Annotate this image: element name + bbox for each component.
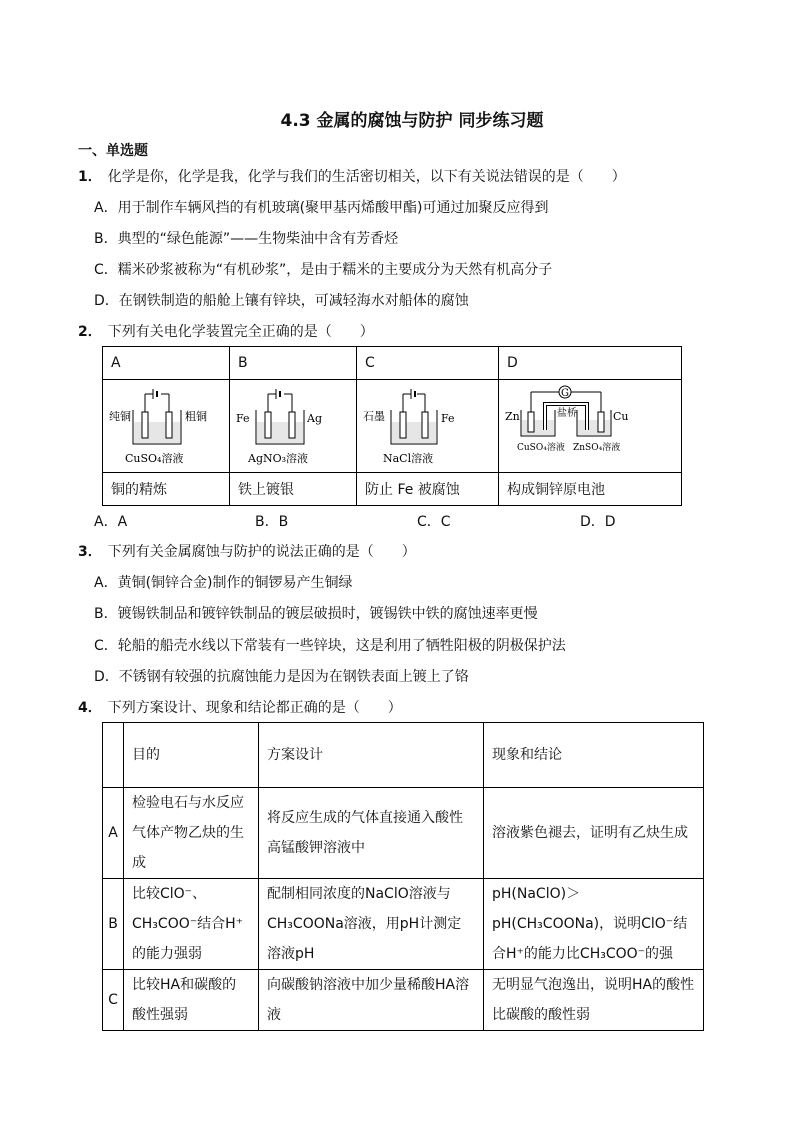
electrolysis-a-diagram	[107, 382, 217, 466]
header-purpose: 目的	[124, 723, 259, 788]
figure-d-cell	[499, 380, 682, 473]
galvanic-cell-d-diagram	[503, 382, 663, 466]
question-text: 下列有关电化学装置完全正确的是（ ）	[107, 324, 374, 340]
q1-option-d[interactable]: D．在钢铁制造的船舱上镶有锌块，可减轻海水对船体的腐蚀	[94, 293, 469, 309]
left-electrode-label: 纯铜	[109, 410, 131, 423]
right-electrode-label: Fe	[441, 412, 455, 425]
meter-label: G	[561, 388, 569, 399]
section-heading: 一、单选题	[78, 143, 148, 159]
row-purpose: 检验电石与水反应气体产物乙炔的生成	[124, 788, 259, 879]
solution-label: AgNO₃溶液	[248, 452, 309, 465]
solution-label: CuSO₄溶液	[125, 452, 184, 465]
left-electrode-label: Fe	[236, 412, 250, 425]
question-2	[78, 321, 374, 341]
q2-option-c[interactable]: C．C	[417, 514, 451, 530]
q1-option-b[interactable]: B．典型的“绿色能源”——生物柴油中含有芳香烃	[94, 231, 399, 247]
caption-a: 铜的精炼	[103, 473, 230, 506]
q1-option-c[interactable]: C．糯米砂浆被称为“有机砂浆”，是由于糯米的主要成分为天然有机高分子	[94, 262, 553, 278]
q2-option-d[interactable]: D．D	[580, 514, 616, 530]
q2-option-a[interactable]: A．A	[94, 514, 128, 530]
question-number: 2．	[78, 324, 102, 340]
row-result: 溶液紫色褪去，证明有乙炔生成	[484, 788, 704, 879]
figure-b-cell	[230, 380, 357, 473]
q3-option-b[interactable]: B．镀锡铁制品和镀锌铁制品的镀层破损时，镀锡铁中铁的腐蚀速率更慢	[94, 606, 538, 622]
row-result: 无明显气泡逸出，说明HA的酸性比碳酸的酸性弱	[484, 970, 704, 1031]
row-purpose: 比较HA和碳酸的酸性强弱	[124, 970, 259, 1031]
page-title: 4.3 金属的腐蚀与防护 同步练习题	[280, 111, 544, 131]
solution	[134, 422, 180, 443]
question-number: 1．	[78, 169, 102, 185]
caption-d: 构成铜锌原电池	[499, 473, 682, 506]
device-table	[102, 346, 682, 506]
right-electrode-label: Cu	[613, 410, 629, 423]
solution	[392, 422, 436, 443]
header-c: C	[357, 347, 499, 380]
salt-bridge-label: 盐桥	[557, 408, 577, 419]
question-number: 4．	[78, 700, 102, 716]
solution	[257, 422, 303, 443]
caption-b: 铁上镀银	[230, 473, 357, 506]
row-purpose: 比较ClO⁻、CH₃COO⁻结合H⁺的能力强弱	[124, 879, 259, 970]
q3-option-a[interactable]: A．黄铜(铜锌合金)制作的铜锣易产生铜绿	[94, 575, 353, 591]
question-3	[78, 541, 416, 561]
question-1	[78, 166, 626, 186]
scheme-table	[102, 722, 704, 1031]
row-design: 向碳酸钠溶液中加少量稀酸HA溶液	[259, 970, 484, 1031]
figure-a-cell	[103, 380, 230, 473]
electroplating-b-diagram	[234, 382, 344, 466]
figure-c-cell	[357, 380, 499, 473]
question-text: 化学是你，化学是我，化学与我们的生活密切相关，以下有关说法错误的是（ ）	[107, 169, 626, 185]
question-number: 3．	[78, 544, 102, 560]
row-result: pH(NaClO)＞pH(CH₃COONa)，说明ClO⁻结合H⁺的能力比CH₃COO⁻的强	[484, 879, 704, 970]
left-electrode-label: 石墨	[363, 410, 385, 423]
question-text: 下列方案设计、现象和结论都正确的是（ ）	[107, 700, 402, 716]
header-b: B	[230, 347, 357, 380]
q2-option-b[interactable]: B．B	[255, 514, 289, 530]
row-design: 将反应生成的气体直接通入酸性高锰酸钾溶液中	[259, 788, 484, 879]
table-row	[103, 788, 704, 879]
q1-option-a[interactable]: A．用于制作车辆风挡的有机玻璃(聚甲基丙烯酸甲酯)可通过加聚反应得到	[94, 200, 549, 216]
header-design: 方案设计	[259, 723, 484, 788]
header-result: 现象和结论	[484, 723, 704, 788]
question-4	[78, 697, 402, 717]
question-text: 下列有关金属腐蚀与防护的说法正确的是（ ）	[107, 544, 416, 560]
solution-label: NaCl溶液	[383, 452, 434, 465]
table-row	[103, 879, 704, 970]
row-label: C	[103, 970, 124, 1031]
row-label: A	[103, 788, 124, 879]
q3-option-c[interactable]: C．轮船的船壳水线以下常装有一些锌块，这是利用了牺牲阳极的阴极保护法	[94, 638, 566, 654]
table-row	[103, 970, 704, 1031]
left-solution-label: CuSO₄溶液	[517, 443, 565, 453]
right-solution-label: ZnSO₄溶液	[573, 443, 621, 453]
header-label	[103, 723, 124, 788]
protection-c-diagram	[361, 382, 481, 466]
row-design: 配制相同浓度的NaClO溶液与CH₃COONa溶液，用pH计测定溶液pH	[259, 879, 484, 970]
row-label: B	[103, 879, 124, 970]
header-d: D	[499, 347, 682, 380]
q3-option-d[interactable]: D．不锈钢有较强的抗腐蚀能力是因为在钢铁表面上镀上了铬	[94, 669, 469, 685]
right-electrode-label: 粗铜	[185, 410, 207, 423]
caption-c: 防止 Fe 被腐蚀	[357, 473, 499, 506]
header-a: A	[103, 347, 230, 380]
right-electrode-label: Ag	[307, 412, 322, 425]
left-electrode-label: Zn	[505, 410, 520, 423]
